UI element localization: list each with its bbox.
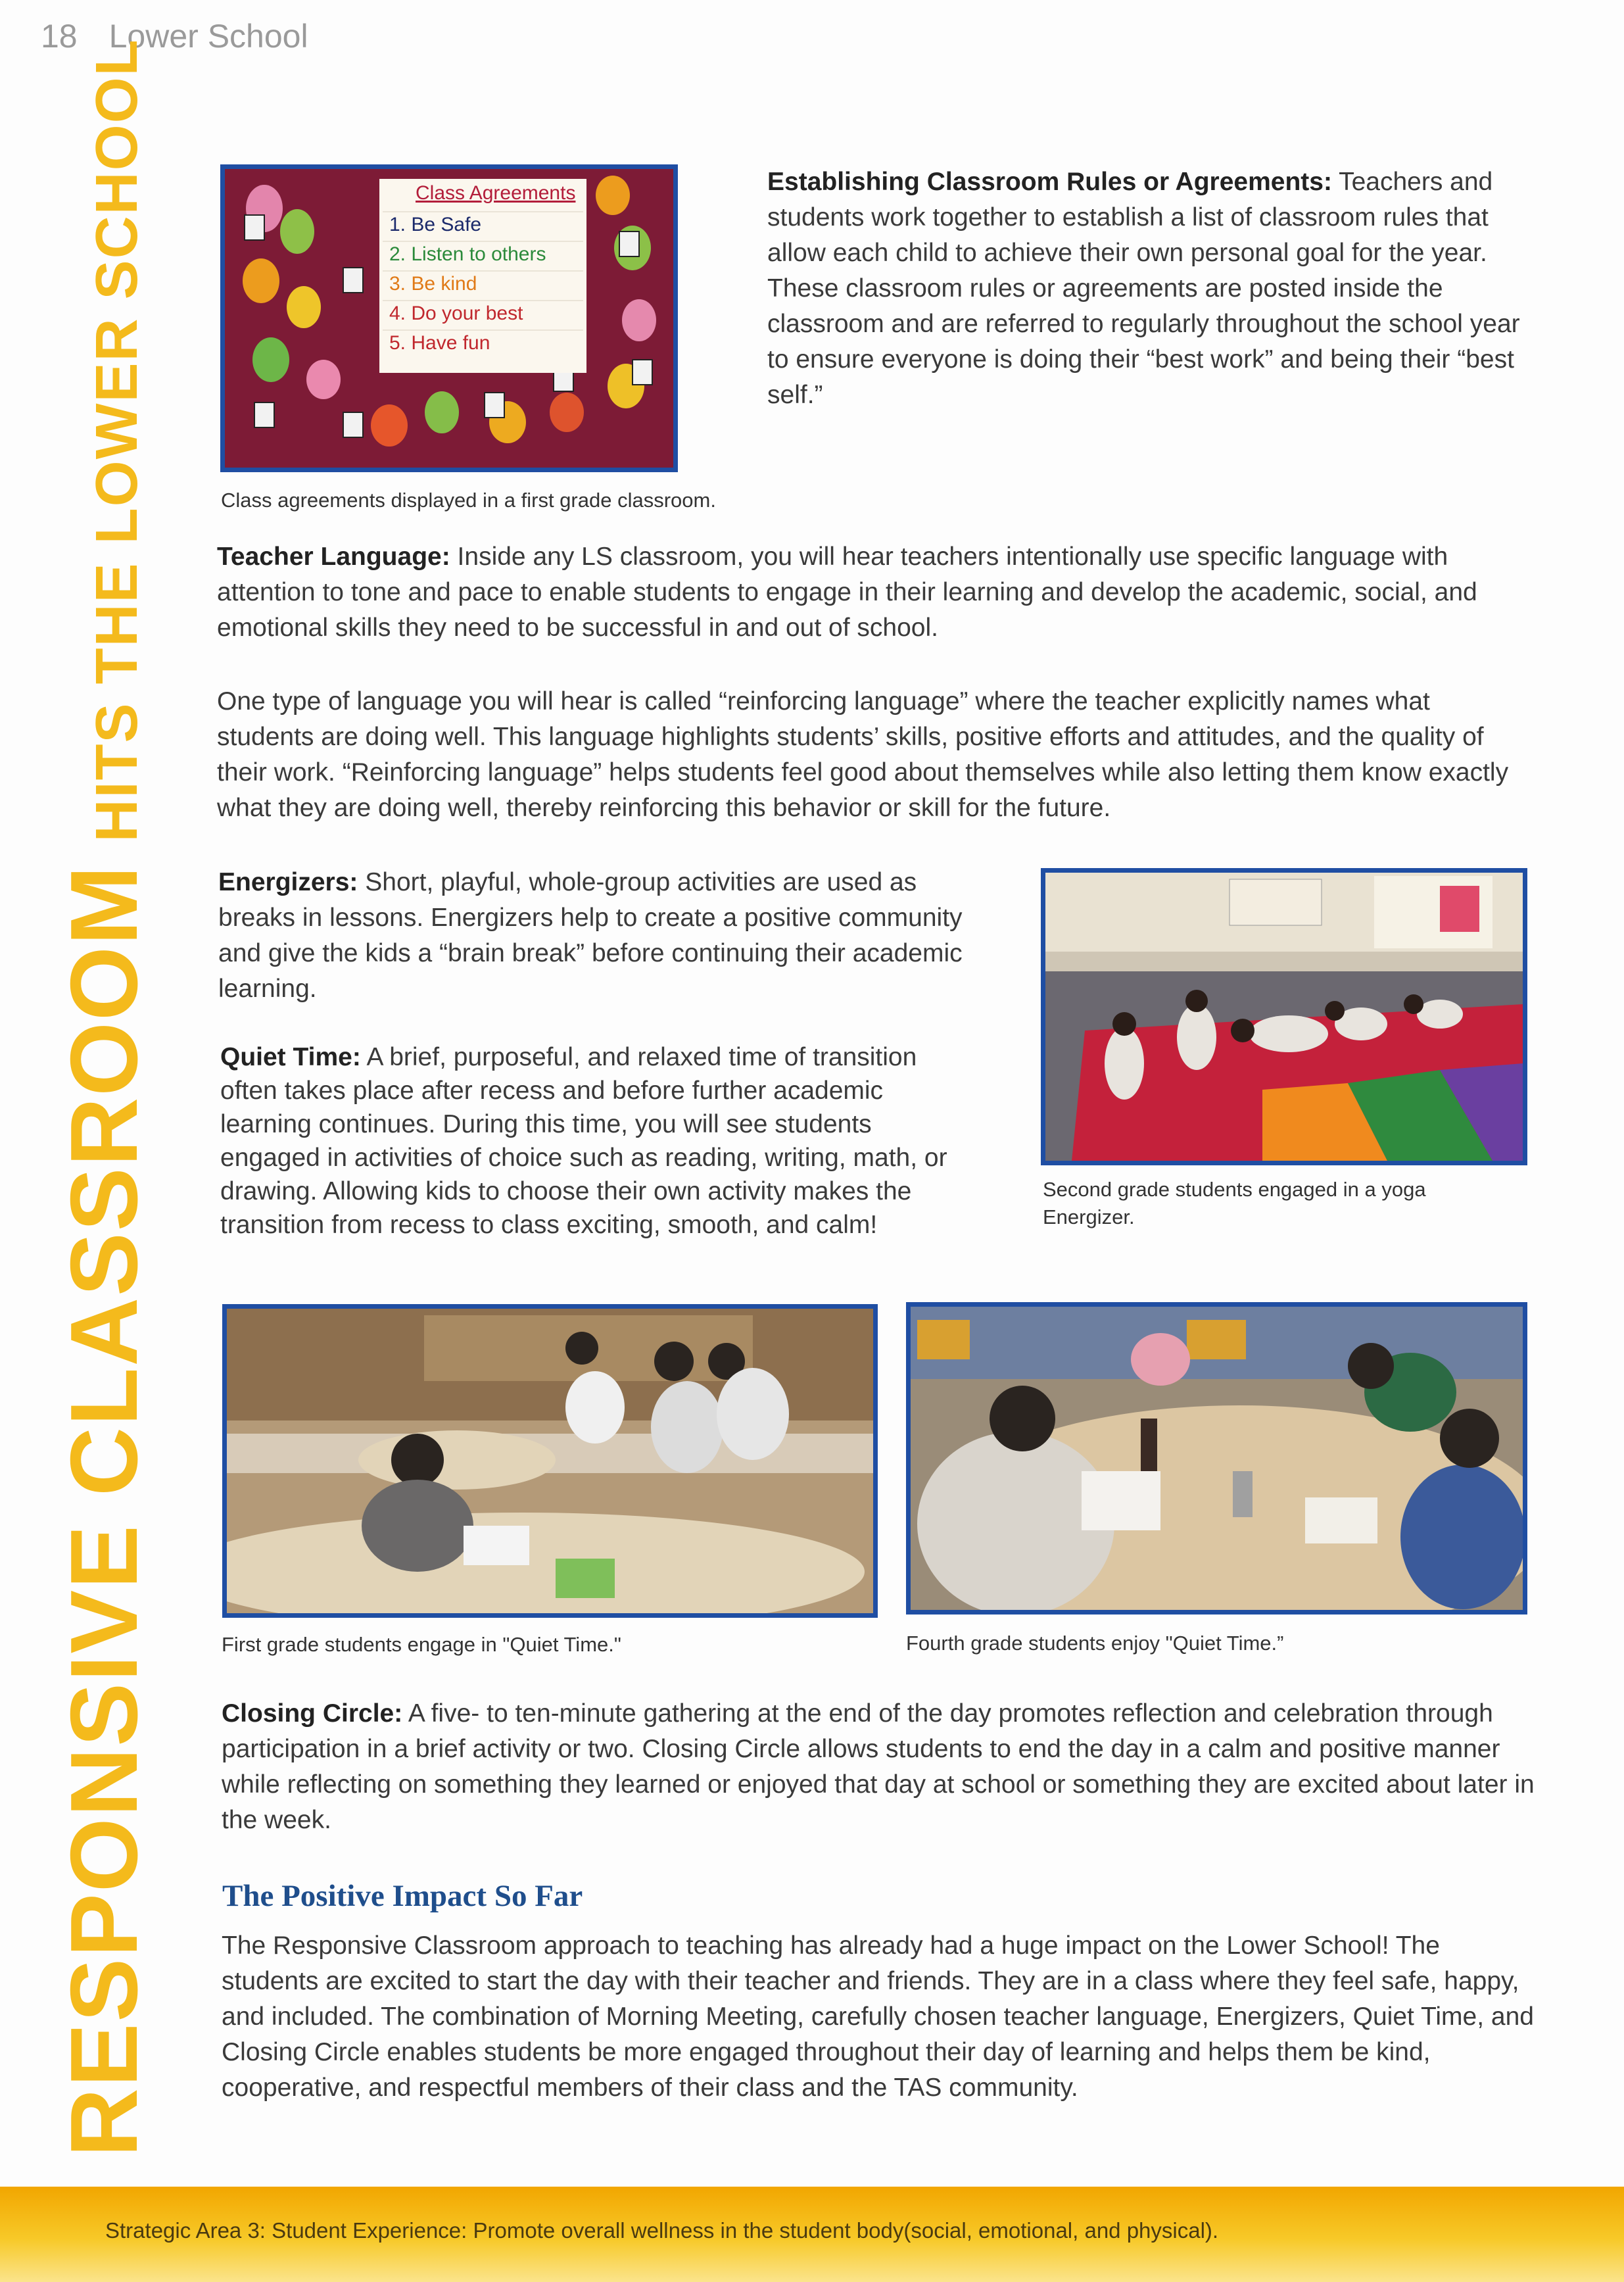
page-header (41, 17, 308, 55)
poster-item: 5. Have fun (389, 332, 490, 354)
sidebar-title-main: RESPONSIVE CLASSROOM (51, 864, 157, 2157)
closing-circle-body: A five- to ten-minute gathering at the end of the day promotes reflection and celebration through participation in a brief activity or two. Closing Circle allows students to end the day in a calm and positive manner while reflecting on something they learned or enjoyed that day at school or something they are excited about later in the week. (222, 1699, 1535, 1834)
section-title: Lower School (108, 18, 308, 55)
closing-circle-paragraph (222, 1696, 1550, 1838)
yoga-illustration (1045, 873, 1523, 1161)
quiet-time-paragraph (220, 1040, 976, 1242)
establishing-body: Teachers and students work together to establish a list of classroom rules that allow each child to achieve their own personal goal for the year. These classroom rules or agreements are posted inside the classroom and are referred to regularly throughout the school year to ensure everyone is doing their “best work” and being their “best self.” (767, 168, 1520, 409)
establishing-paragraph (767, 164, 1540, 413)
establishing-heading: Establishing Classroom Rules or Agreements: (767, 168, 1332, 196)
first-grade-quiet-time-photo (222, 1304, 878, 1618)
sidebar-title (49, 38, 181, 2157)
energizers-heading: Energizers: (218, 868, 358, 896)
yoga-caption-line1: Second grade students engaged in a yoga (1043, 1178, 1426, 1201)
sidebar-title-sub: HITS THE LOWER SCHOOL (84, 38, 150, 842)
first-grade-illustration (227, 1309, 873, 1613)
positive-impact-heading: The Positive Impact So Far (222, 1879, 583, 1913)
page-number: 18 (41, 18, 78, 55)
poster-item: 3. Be kind (389, 273, 477, 295)
fourth-grade-caption: Fourth grade students enjoy "Quiet Time.” (906, 1632, 1284, 1655)
yoga-caption (1043, 1176, 1426, 1231)
closing-circle-heading: Closing Circle: (222, 1699, 403, 1728)
yoga-energizer-photo (1041, 868, 1527, 1165)
class-agreements-photo (220, 164, 678, 472)
poster-item: 4. Do your best (389, 303, 523, 324)
reinforcing-language-paragraph: One type of language you will hear is called “reinforcing language” where the teacher explicitly names what students are doing well. This language highlights students’ skills, positive efforts and attitudes, and the quality of their work. “Reinforcing language” helps students feel good about themselves while also letting them know exactly what they are doing well, thereby reinforcing this behavior or skill for the future. (217, 687, 1509, 822)
class-agreements-caption: Class agreements displayed in a first grade classroom. (221, 489, 716, 512)
poster-title: Class Agreements (416, 182, 576, 204)
footer-text: Strategic Area 3: Student Experience: Promote overall wellness in the student body(social, emotional, and physical). (105, 2218, 1219, 2243)
poster-item: 2. Listen to others (389, 243, 546, 265)
energizers-paragraph (218, 865, 1001, 1007)
energizers-body: Short, playful, whole-group activities are used as breaks in lessons. Energizers help to create a positive community and give the kids a “brain break” before continuing their academic learning. (218, 868, 963, 1003)
positive-impact-paragraph: The Responsive Classroom approach to teaching has already had a huge impact on the Lower School! The students are excited to start the day with their teacher and friends. They are in a class where they feel safe, happy, and included. The combination of Morning Meeting, carefully chosen teacher language, Energizers, Quiet Time, and Closing Circle enables students be more engaged throughout their day of learning and helps them be kind, cooperative, and respectful members of their class and the TAS community. (222, 1931, 1534, 2102)
poster-item: 1. Be Safe (389, 214, 482, 235)
quiet-time-body: A brief, purposeful, and relaxed time of transition often takes place after recess and before further academic learning continues. During this time, you will see students engaged in activities of choice such as reading, writing, math, or drawing. Allowing kids to choose their own activity makes the transition from recess to class exciting, smooth, and calm! (220, 1043, 947, 1239)
fourth-grade-illustration (911, 1307, 1523, 1610)
teacher-language-body: Inside any LS classroom, you will hear teachers intentionally use specific language with attention to tone and pace to enable students to engage in their learning and develop the academic, social, and emotional skills they need to be successful in and out of school. (217, 543, 1477, 642)
quiet-time-heading: Quiet Time: (220, 1043, 361, 1071)
yoga-caption-line2: Energizer. (1043, 1205, 1135, 1228)
teacher-language-heading: Teacher Language: (217, 543, 450, 571)
fourth-grade-quiet-time-photo (906, 1302, 1527, 1614)
footer-bar (0, 2187, 1624, 2282)
teacher-language-paragraph (217, 539, 1552, 646)
first-grade-caption: First grade students engage in "Quiet Time." (222, 1633, 621, 1656)
